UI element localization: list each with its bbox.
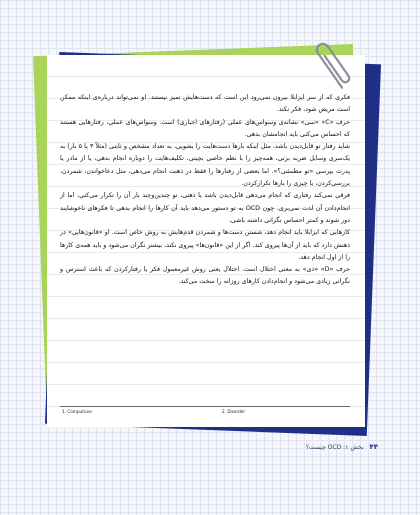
page-number: ۴۴ — [369, 443, 378, 451]
paragraph: فکری که از سر ایزابلا بیرون نمی‌رود این است که دست‌هایش تمیز نیستند. او نمی‌تواند درباره‌ی اینکه ممکن است مریض شود، فکر نکند. — [60, 94, 350, 114]
body-text — [60, 92, 350, 289]
paragraph: شاید رفتار تو قابل‌دیدن باشد، مثل اینکه بارها دست‌هایت را بشویی، به تعداد مشخص و ثابتی (مثلاً ۳ یا ۵ بار) به یک‌سری وسایل ضربه بزنی، همه‌چیز را با نظم خاصی بچینی، تکلیف‌هایت را دوباره انجام بدهی، یا از مادر یا پدرت بپرسی «تو مطمئنی؟». اما بعضی از رفتارها را فقط در ذهنت انجام می‌دهی، مثل دعاخواندن، شمردن، بررسی‌کردن، یا چیزی را بارها تکرارکردن. — [60, 143, 350, 188]
paragraph: کارهایی که ایزابلا باید انجام دهد، شستن دست‌ها و شمردن قدم‌هایش به روش خاص است. او «قانون‌هایی» در ذهنش دارد که باید از آن‌ها پیروی کند. اگر از این «قانون‌ها» پیروی نکند، بیشتر نگران می‌شود و باید همه‌ی کارها را از اول انجام دهد. — [60, 229, 350, 261]
footnote-disorder: 2. Disorder — [222, 409, 246, 414]
paragraph: حرف «D» «دی» به معنی اختلال است. اختلال یعنی روش غیرمعمول فکر یا رفتارکردن که باعث استرس و نگرانی زیادی می‌شود و انجام‌دادن کارهای روزانه را سخت می‌کند. — [60, 266, 351, 286]
footnote-compulsive: 1. Compulsive — [62, 409, 92, 414]
footnote-divider — [60, 406, 350, 407]
paragraph: حرف «C» «سی» نشانه‌ی وسواس‌های عملی (رفتارهای اجباری) است. وسواس‌های عملی، رفتارهایی هستند که احساس می‌کنی باید انجامشان بدهی. — [60, 118, 350, 138]
section-title: بخش ۱: OCD چیست؟ — [305, 444, 364, 451]
page-footer — [268, 443, 378, 451]
paragraph: فرقی نمی‌کند رفتاری که انجام می‌دهی قابل‌دیدن باشد یا ذهنی، تو چندین‌وچند بار آن را تکرار می‌کنی، اما از انجام‌دادن آن لذت نمی‌بری. چون OCD به تو دستور می‌دهد باید آن کارها را انجام بدهی تا فکرهای ناخوشایند دور شوند و کمتر احساس نگرانی داشته باشی. — [60, 192, 350, 224]
